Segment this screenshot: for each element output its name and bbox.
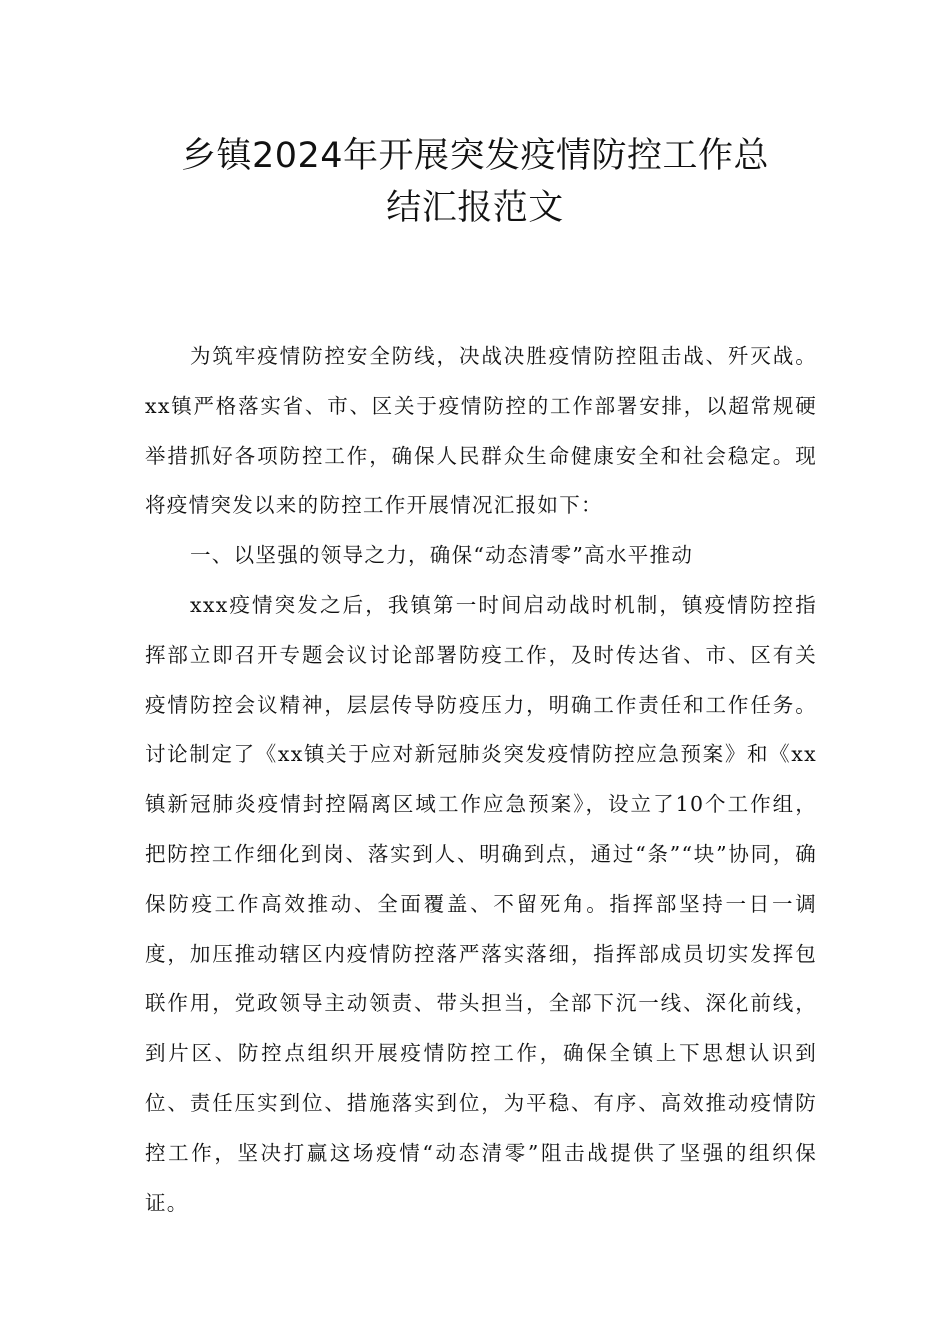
intro-paragraph: 为筑牢疫情防控安全防线，决战决胜疫情防控阻击战、歼灭战。xx镇严格落实省、市、区关于疫情防控的工作部署安排，以超常规硬举措抓好各项防控工作，确保人民群众生命健康安全和社会稳定。现将疫情突发以来的防控工作开展情况汇报如下：	[145, 344, 817, 518]
title-line-1: 乡镇2024年开展突发疫情防控工作总	[180, 136, 770, 176]
document-body	[145, 332, 817, 1228]
document-title	[120, 130, 830, 234]
title-line-2: 结汇报范文	[386, 188, 564, 228]
body-paragraph: xxx疫情突发之后，我镇第一时间启动战时机制，镇疫情防控指挥部立即召开专题会议讨论部署防疫工作，及时传达省、市、区有关疫情防控会议精神，层层传导防疫压力，明确工作责任和工作任务。讨论制定了《xx镇关于应对新冠肺炎突发疫情防控应急预案》和《xx镇新冠肺炎疫情封控隔离区域工作应急预案》，设立了10个工作组，把防控工作细化到岗、落实到人、明确到点，通过“条”“块”协同，确保防疫工作高效推动、全面覆盖、不留死角。指挥部坚持一日一调度，加压推动辖区内疫情防控落严落实落细，指挥部成员切实发挥包联作用，党政领导主动领责、带头担当，全部下沉一线、深化前线，到片区、防控点组织开展疫情防控工作，确保全镇上下思想认识到位、责任压实到位、措施落实到位，为平稳、有序、高效推动疫情防控工作，坚决打赢这场疫情“动态清零”阻击战提供了坚强的组织保证。	[145, 592, 817, 1215]
section-heading: 一、以坚强的领导之力，确保“动态清零”高水平推动	[190, 543, 694, 568]
